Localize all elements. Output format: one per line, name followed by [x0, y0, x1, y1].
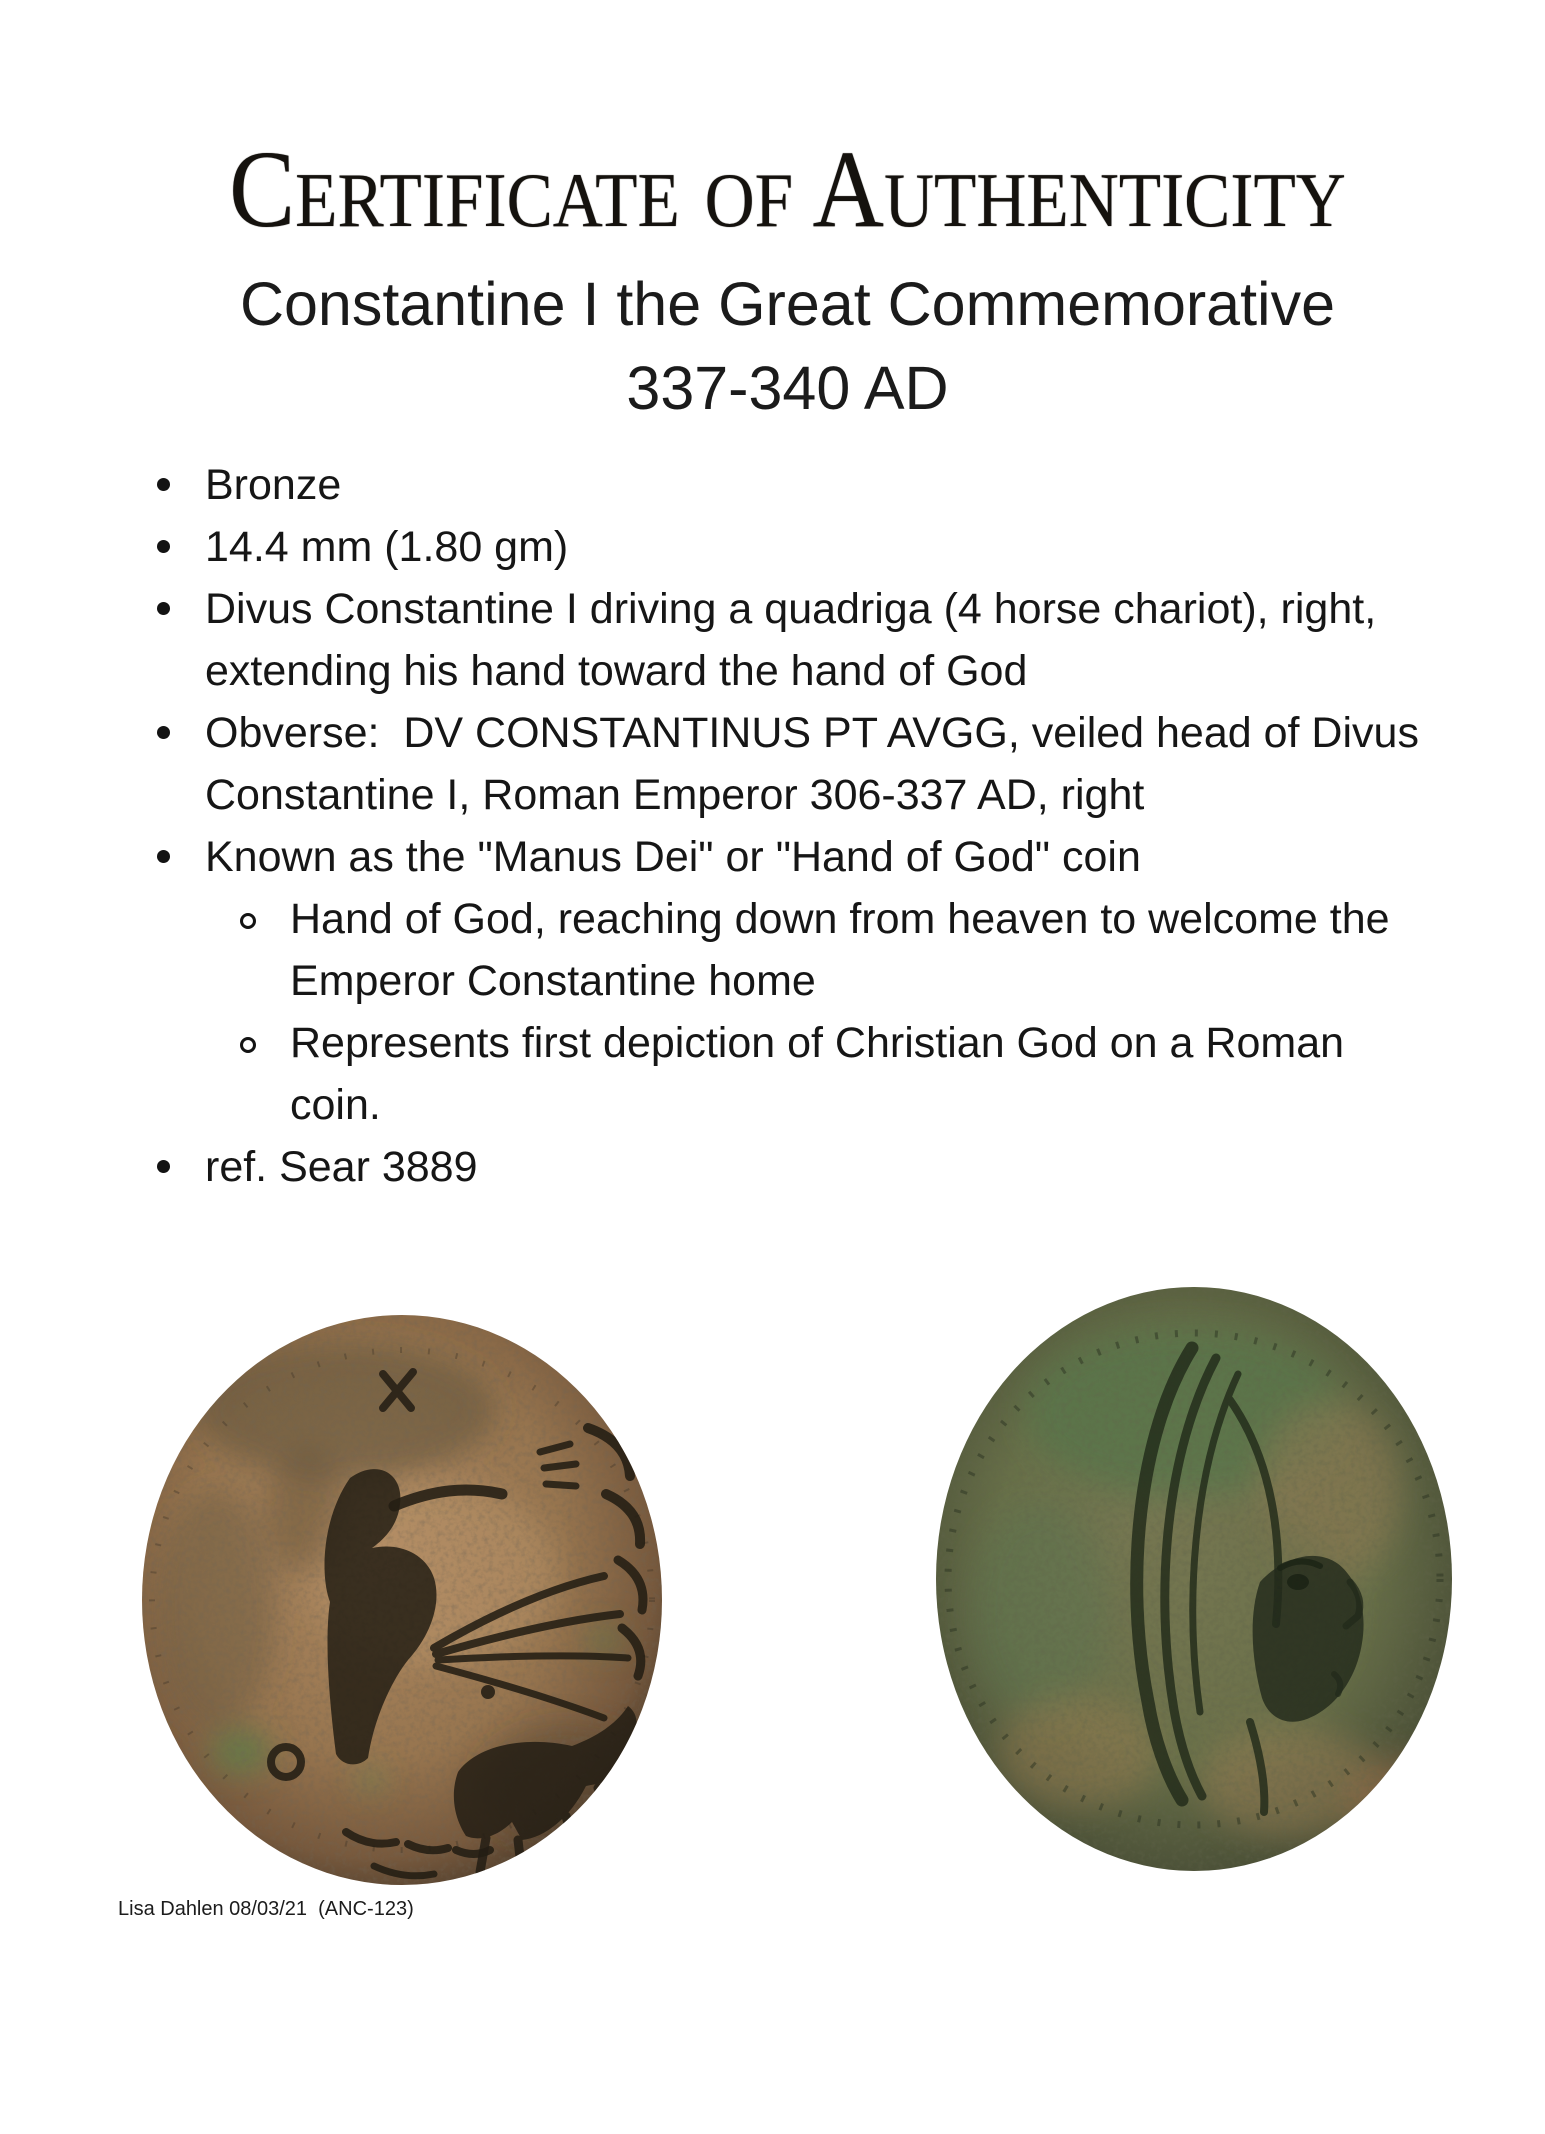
certificate-page	[0, 128, 1545, 2134]
coin-obverse-veiled-head-image	[930, 1282, 1459, 1877]
certificate-header	[30, 128, 1545, 430]
date-range-line: 337-340 AD	[626, 354, 949, 422]
coin-obverse-surface	[930, 1282, 1459, 1877]
coin-photo-obverse	[930, 1282, 1459, 1877]
coin-details-list	[155, 454, 1545, 1198]
bullet-item: Divus Constantine I driving a quadriga (4 horse chariot), right, extending his hand toward the hand of God	[155, 578, 1445, 702]
coin-reverse-surface	[136, 1310, 669, 1890]
bullet-item: 14.4 mm (1.80 gm)	[155, 516, 1445, 578]
coin-name-line: Constantine I the Great Commemorative	[239, 270, 1336, 338]
bullet-item: ref. Sear 3889	[155, 1136, 1445, 1198]
bullet-item: Known as the "Manus Dei" or "Hand of God" coin	[155, 826, 1445, 888]
coin-reverse-quadriga-image	[136, 1310, 669, 1890]
sub-bullet-item: Represents first depiction of Christian God on a Roman coin.	[155, 1012, 1405, 1136]
certificate-title: Certificate of Authenticity	[229, 128, 1346, 250]
certificate-footer-note: Lisa Dahlen 08/03/21 (ANC-123)	[118, 1898, 414, 1920]
coin-photo-reverse	[136, 1310, 669, 1890]
sub-bullet-item: Hand of God, reaching down from heaven to welcome the Emperor Constantine home	[155, 888, 1405, 1012]
coin-photos-row	[0, 1282, 1545, 1894]
bullet-item: Bronze	[155, 454, 1445, 516]
bullet-item: Obverse: DV CONSTANTINUS PT AVGG, veiled head of Divus Constantine I, Roman Emperor 306-337 AD, right	[155, 702, 1445, 826]
certificate-subtitle	[30, 262, 1545, 430]
